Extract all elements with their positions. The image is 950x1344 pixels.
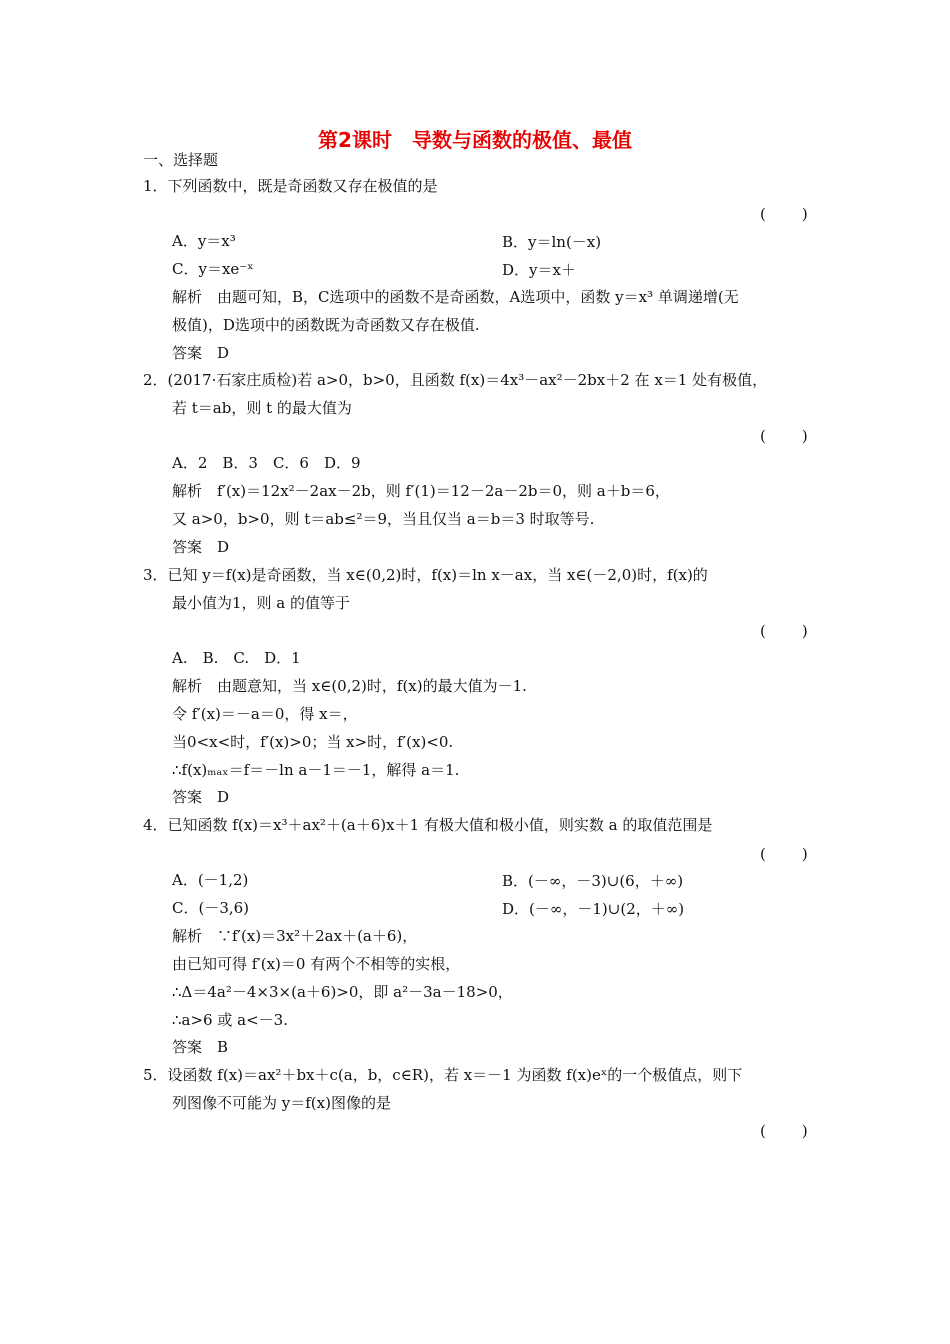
q5-stem-line: 列图像不可能为 y＝f(x)图像的是	[172, 1094, 391, 1112]
q4-option-a: A．(－1,2)	[172, 871, 249, 889]
q1-option-d: D．y＝x＋	[502, 261, 576, 279]
q2-options: A．2 B．3 C．6 D．9	[172, 454, 361, 472]
q1-solution-line: 极值)，D选项中的函数既为奇函数又存在极值.	[172, 316, 480, 334]
q4-option-b: B．(－∞，－3)∪(6，＋∞)	[502, 872, 684, 890]
q1-solution-line: 解析 由题可知，B，C选项中的函数不是奇函数，A选项中，函数 y＝x³ 单调递增(无	[172, 288, 739, 306]
q4-solution-line: 解析 ∵f′(x)＝3x²＋2ax＋(a＋6)，	[172, 927, 418, 945]
q4-option-d: D．(－∞，－1)∪(2，＋∞)	[502, 900, 685, 918]
q5-stem-line: 5．设函数 f(x)＝ax²＋bx＋c(a，b，c∈R)，若 x＝－1 为函数 f(x)eˣ的一个极值点，则下	[143, 1066, 743, 1084]
q2-answer-blank: ( )	[760, 427, 810, 445]
q3-stem-line: 3．已知 y＝f(x)是奇函数，当 x∈(0,2)时，f(x)＝ln x－ax，当 x∈(－2,0)时，f(x)的	[143, 566, 708, 584]
q2-stem-line: 若 t＝ab，则 t 的最大值为	[172, 399, 352, 417]
q4-solution-line: ∴Δ＝4a²－4×3×(a＋6)>0，即 a²－3a－18>0，	[172, 983, 513, 1001]
q1-answer: 答案 D	[172, 344, 230, 362]
q2-solution-line: 解析 f′(x)＝12x²－2ax－2b，则 f′(1)＝12－2a－2b＝0，则 a＋b＝6，	[172, 482, 670, 500]
q3-stem-line: 最小值为1，则 a 的值等于	[172, 594, 351, 612]
q3-solution-line: ∴f(x)ₘₐₓ＝f＝－ln a－1＝－1，解得 a＝1.	[172, 761, 460, 779]
q1-answer-blank: ( )	[760, 205, 810, 223]
q2-answer: 答案 D	[172, 538, 230, 556]
q4-option-c: C．(－3,6)	[172, 899, 250, 917]
q1-stem: 1．下列函数中，既是奇函数又存在极值的是	[143, 177, 438, 195]
page-title: 第2课时 导数与函数的极值、最值	[318, 128, 632, 152]
q2-solution-line: 又 a>0，b>0，则 t＝ab≤²＝9，当且仅当 a＝b＝3 时取等号.	[172, 510, 595, 528]
q3-solution-line: 当0<x<时，f′(x)>0；当 x>时，f′(x)<0.	[172, 733, 454, 751]
q3-answer-blank: ( )	[760, 622, 810, 640]
q3-solution-line: 令 f′(x)＝－a＝0，得 x＝，	[172, 705, 358, 723]
section-heading: 一、选择题	[143, 151, 219, 169]
q3-answer: 答案 D	[172, 788, 230, 806]
q1-option-a: A．y＝x³	[172, 232, 236, 250]
q1-option-b: B．y＝ln(－x)	[502, 233, 602, 251]
q3-options: A. B. C. D．1	[172, 649, 301, 667]
q4-answer: 答案 B	[172, 1038, 229, 1056]
q3-solution-line: 解析 由题意知，当 x∈(0,2)时，f(x)的最大值为－1.	[172, 677, 527, 695]
q4-solution-line: ∴a>6 或 a<－3.	[172, 1011, 288, 1029]
q4-answer-blank: ( )	[760, 845, 810, 863]
q4-stem: 4．已知函数 f(x)＝x³＋ax²＋(a＋6)x＋1 有极大值和极小值，则实数 a 的取值范围是	[143, 816, 713, 834]
q4-solution-line: 由已知可得 f′(x)＝0 有两个不相等的实根，	[172, 955, 461, 973]
q2-stem-line: 2．(2017·石家庄质检)若 a>0，b>0，且函数 f(x)＝4x³－ax²－2bx＋2 在 x＝1 处有极值，	[143, 371, 768, 389]
q1-option-c: C．y＝xe⁻ˣ	[172, 260, 254, 278]
q5-answer-blank: ( )	[760, 1122, 810, 1140]
